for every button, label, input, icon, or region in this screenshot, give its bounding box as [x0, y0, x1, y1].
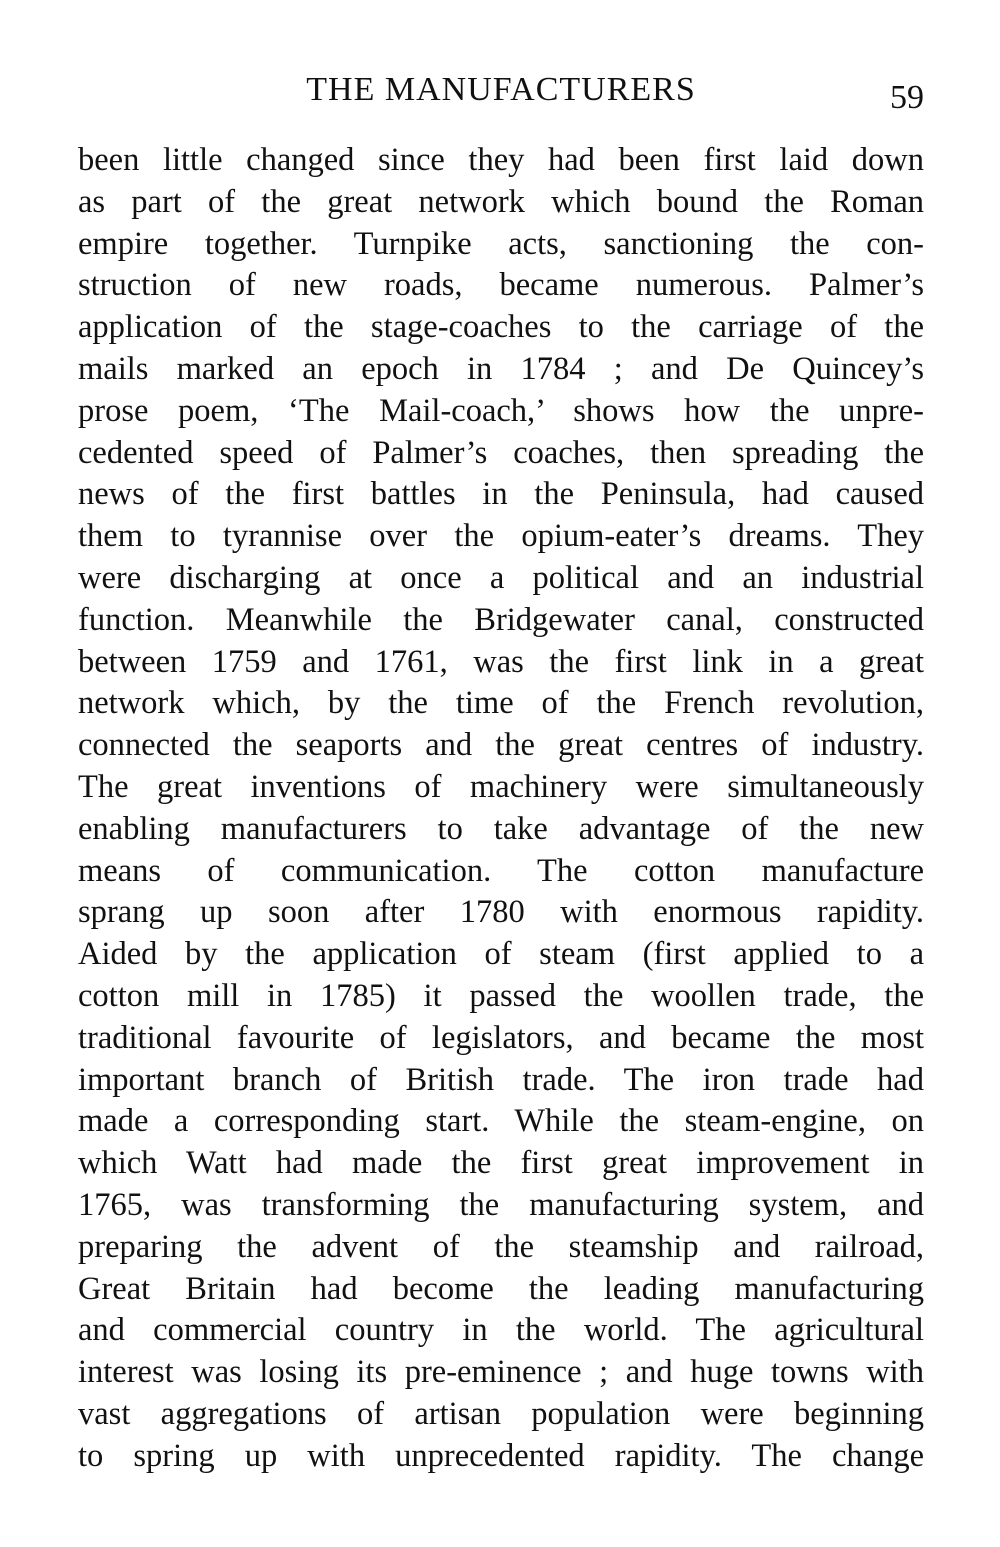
page-number: 59	[890, 79, 924, 116]
text-line: network which, by the time of the French revolution,	[78, 685, 924, 722]
text-line: cotton mill in 1785) it passed the woollen trade, the	[78, 977, 924, 1014]
text-line: were discharging at once a political and an industrial	[78, 559, 924, 596]
text-line: made a corresponding start. While the steam-engine, on	[78, 1103, 924, 1140]
text-line: sprang up soon after 1780 with enormous rapidity.	[78, 894, 924, 931]
text-line: and commercial country in the world. The agricultural	[78, 1312, 924, 1349]
running-head	[78, 64, 924, 116]
text-line: which Watt had made the first great improvement in	[78, 1145, 924, 1182]
text-line: them to tyrannise over the opium-eater’s dreams. They	[78, 518, 924, 555]
text-line: between 1759 and 1761, was the first link in a great	[78, 643, 924, 680]
text-line: connected the seaports and the great centres of industry.	[78, 727, 924, 764]
text-line: 1765, was transforming the manufacturing system, and	[78, 1186, 924, 1223]
text-line: application of the stage-coaches to the carriage of the	[78, 309, 924, 346]
text-line: cedented speed of Palmer’s coaches, then spreading the	[78, 434, 924, 471]
text-line: function. Meanwhile the Bridgewater canal, constructed	[78, 601, 924, 638]
text-line: mails marked an epoch in 1784 ; and De Quincey’s	[78, 350, 924, 387]
text-line: interest was losing its pre-eminence ; and huge towns with	[78, 1354, 924, 1391]
text-line: important branch of British trade. The iron trade had	[78, 1061, 924, 1098]
text-line: news of the first battles in the Peninsula, had caused	[78, 476, 924, 513]
text-line: enabling manufacturers to take advantage of the new	[78, 810, 924, 847]
text-line: Great Britain had become the leading manufacturing	[78, 1270, 924, 1307]
text-line: empire together. Turnpike acts, sanctioning the con-	[78, 225, 924, 262]
text-line: preparing the advent of the steamship and railroad,	[78, 1228, 924, 1265]
text-line: vast aggregations of artisan population were beginning	[78, 1395, 924, 1432]
text-line: means of communication. The cotton manufacture	[78, 852, 924, 889]
text-line: prose poem, ‘The Mail-coach,’ shows how the unpre-	[78, 392, 924, 429]
text-line: struction of new roads, became numerous. Palmer’s	[78, 267, 924, 304]
body-text	[78, 140, 924, 1478]
text-line: been little changed since they had been first laid down	[78, 142, 924, 178]
text-line: as part of the great network which bound the Roman	[78, 183, 924, 220]
text-line: The great inventions of machinery were simultaneously	[78, 768, 924, 805]
page-title: THE MANUFACTURERS	[306, 71, 696, 108]
text-line: to spring up with unprecedented rapidity. The change	[78, 1437, 924, 1474]
text-line: Aided by the application of steam (first applied to a	[78, 936, 924, 973]
text-line: traditional favourite of legislators, and became the most	[78, 1019, 924, 1056]
